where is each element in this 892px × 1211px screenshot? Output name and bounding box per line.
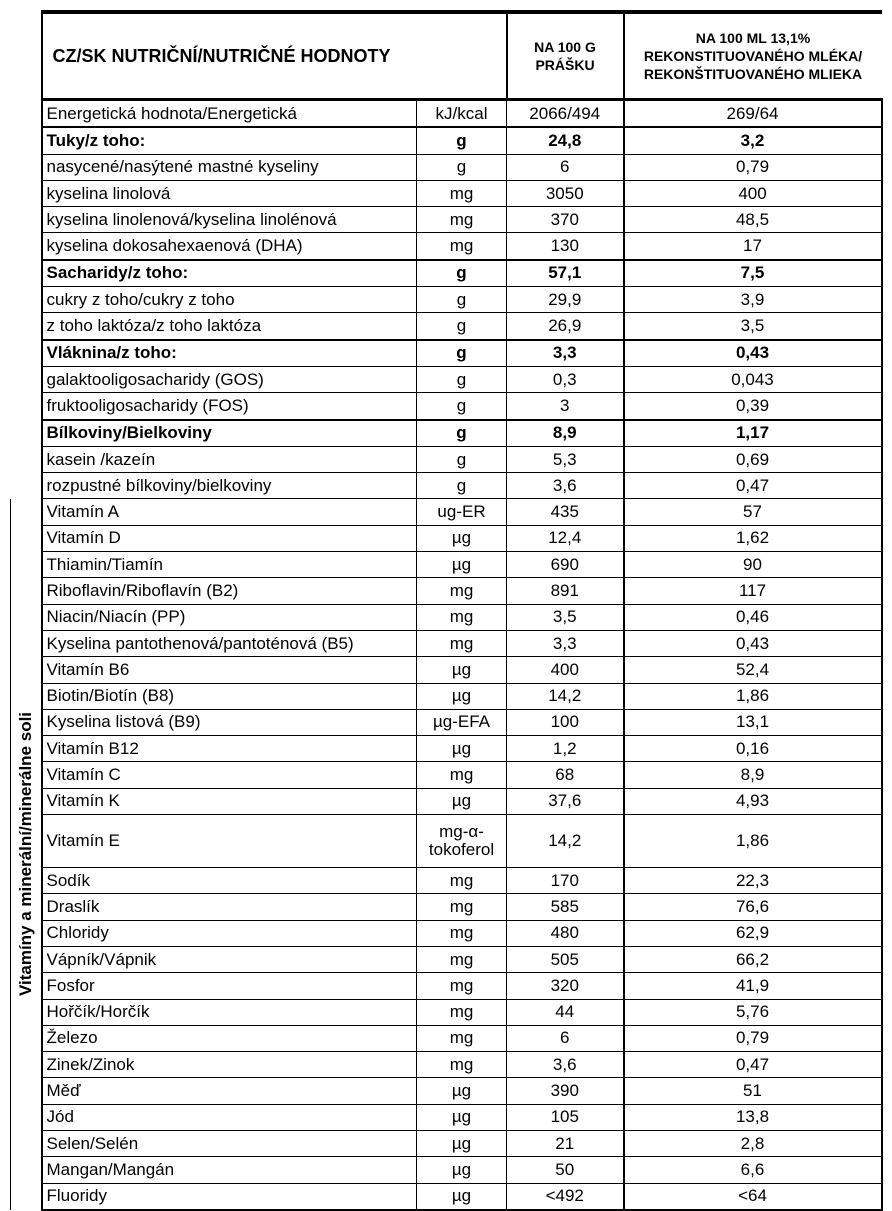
value-per-100ml: 1,86 xyxy=(624,683,882,709)
value-per-100ml: 269/64 xyxy=(624,100,882,128)
table-row xyxy=(11,1078,882,1104)
nutrient-unit: g xyxy=(417,260,507,287)
value-per-100ml: 1,86 xyxy=(624,815,882,868)
value-per-100g: 105 xyxy=(507,1104,624,1130)
value-per-100ml: 0,43 xyxy=(624,630,882,656)
nutrient-unit: g xyxy=(417,313,507,340)
value-per-100ml: 7,5 xyxy=(624,260,882,287)
table-header-row xyxy=(11,12,882,100)
value-per-100ml: 1,62 xyxy=(624,525,882,551)
value-per-100g: 14,2 xyxy=(507,815,624,868)
value-per-100g: 0,3 xyxy=(507,366,624,392)
table-row xyxy=(11,1052,882,1078)
value-per-100ml: 76,6 xyxy=(624,894,882,920)
value-per-100ml: 0,39 xyxy=(624,393,882,420)
nutrition-table-wrapper xyxy=(10,10,881,1211)
value-per-100ml: 6,6 xyxy=(624,1157,882,1183)
value-per-100g: 370 xyxy=(507,207,624,233)
nutrient-name: Draslík xyxy=(42,894,417,920)
nutrient-unit: mg xyxy=(417,233,507,260)
column-header-milk-line: REKONŠTITUOVANÉHO MLIEKA xyxy=(643,66,863,82)
value-per-100g: 130 xyxy=(507,233,624,260)
value-per-100g: 170 xyxy=(507,868,624,894)
table-row xyxy=(11,683,882,709)
table-row xyxy=(11,1104,882,1130)
value-per-100ml: 0,47 xyxy=(624,1052,882,1078)
table-row xyxy=(11,552,882,578)
value-per-100ml: 41,9 xyxy=(624,973,882,999)
value-per-100g: 505 xyxy=(507,946,624,972)
nutrition-table-body xyxy=(11,12,882,1210)
nutrient-unit: µg xyxy=(417,1130,507,1156)
nutrient-name: Fosfor xyxy=(42,973,417,999)
row-spacer xyxy=(11,313,42,340)
nutrient-name: Biotin/Biotín (B8) xyxy=(42,683,417,709)
header-spacer xyxy=(11,12,42,100)
value-per-100ml: 13,1 xyxy=(624,709,882,735)
nutrient-name: galaktooligosacharidy (GOS) xyxy=(42,366,417,392)
nutrient-unit: g xyxy=(417,393,507,420)
table-row xyxy=(11,657,882,683)
value-per-100g: 8,9 xyxy=(507,420,624,447)
table-row xyxy=(11,287,882,313)
table-row xyxy=(11,709,882,735)
nutrient-unit: µg xyxy=(417,736,507,762)
table-row xyxy=(11,946,882,972)
value-per-100g: 50 xyxy=(507,1157,624,1183)
value-per-100g: 400 xyxy=(507,657,624,683)
nutrient-name: cukry z toho/cukry z toho xyxy=(42,287,417,313)
nutrient-unit: µg xyxy=(417,525,507,551)
nutrient-unit: µg xyxy=(417,657,507,683)
value-per-100ml: 117 xyxy=(624,578,882,604)
value-per-100g: 57,1 xyxy=(507,260,624,287)
value-per-100ml: 2,8 xyxy=(624,1130,882,1156)
nutrient-unit: mg xyxy=(417,207,507,233)
value-per-100g: 68 xyxy=(507,762,624,788)
value-per-100g: 3,5 xyxy=(507,604,624,630)
value-per-100ml: 90 xyxy=(624,552,882,578)
nutrient-unit-line: mg-α- xyxy=(439,822,484,842)
nutrient-unit: g xyxy=(417,446,507,472)
table-title: CZ/SK NUTRIČNÍ/NUTRIČNÉ HODNOTY xyxy=(42,12,507,100)
value-per-100ml: 0,043 xyxy=(624,366,882,392)
column-header-milk xyxy=(624,12,882,100)
nutrient-name: Sodík xyxy=(42,868,417,894)
nutrient-name: Zinek/Zinok xyxy=(42,1052,417,1078)
value-per-100g: 480 xyxy=(507,920,624,946)
value-per-100g: 3050 xyxy=(507,180,624,206)
column-header-powder xyxy=(507,12,624,100)
value-per-100g: <492 xyxy=(507,1183,624,1210)
nutrient-unit: g xyxy=(417,154,507,180)
vitamins-minerals-group xyxy=(11,499,41,1210)
column-header-powder-line: NA 100 G xyxy=(534,39,596,55)
table-row xyxy=(11,868,882,894)
nutrient-name: Kyselina listová (B9) xyxy=(42,709,417,735)
nutrient-unit: kJ/kcal xyxy=(417,100,507,128)
table-row xyxy=(11,1183,882,1210)
value-per-100ml: 51 xyxy=(624,1078,882,1104)
nutrient-unit: g xyxy=(417,420,507,447)
value-per-100ml: 0,46 xyxy=(624,604,882,630)
nutrient-name: rozpustné bílkoviny/bielkoviny xyxy=(42,473,417,499)
row-spacer xyxy=(11,154,42,180)
value-per-100g: 585 xyxy=(507,894,624,920)
table-row xyxy=(11,525,882,551)
value-per-100ml: 0,16 xyxy=(624,736,882,762)
value-per-100g: 24,8 xyxy=(507,127,624,154)
value-per-100g: 435 xyxy=(507,499,624,525)
nutrient-unit: µg xyxy=(417,1183,507,1210)
nutrient-name: Železo xyxy=(42,1025,417,1051)
value-per-100ml: 0,69 xyxy=(624,446,882,472)
value-per-100g: 14,2 xyxy=(507,683,624,709)
value-per-100ml: 57 xyxy=(624,499,882,525)
value-per-100g: 320 xyxy=(507,973,624,999)
value-per-100ml: 4,93 xyxy=(624,788,882,814)
nutrient-unit-line: tokoferol xyxy=(428,840,495,860)
nutrient-name: Niacin/Niacín (PP) xyxy=(42,604,417,630)
nutrient-unit: g xyxy=(417,473,507,499)
value-per-100ml: 48,5 xyxy=(624,207,882,233)
value-per-100g: 100 xyxy=(507,709,624,735)
nutrition-table xyxy=(10,10,883,1211)
nutrient-name: Thiamin/Tiamín xyxy=(42,552,417,578)
value-per-100g: 5,3 xyxy=(507,446,624,472)
nutrient-unit: mg xyxy=(417,762,507,788)
table-row xyxy=(11,393,882,420)
value-per-100ml: 66,2 xyxy=(624,946,882,972)
row-spacer xyxy=(11,260,42,287)
table-row xyxy=(11,762,882,788)
value-per-100ml: 0,47 xyxy=(624,473,882,499)
row-spacer xyxy=(11,287,42,313)
value-per-100ml: 8,9 xyxy=(624,762,882,788)
nutrient-unit: mg xyxy=(417,973,507,999)
nutrient-name: Kyselina pantothenová/pantoténová (B5) xyxy=(42,630,417,656)
nutrient-name: Bílkoviny/Bielkoviny xyxy=(42,420,417,447)
value-per-100g: 29,9 xyxy=(507,287,624,313)
value-per-100g: 3,3 xyxy=(507,340,624,367)
nutrient-name: Vitamín C xyxy=(42,762,417,788)
table-row xyxy=(11,207,882,233)
value-per-100ml: 52,4 xyxy=(624,657,882,683)
table-row xyxy=(11,233,882,260)
nutrient-name: fruktooligosacharidy (FOS) xyxy=(42,393,417,420)
nutrient-name: kyselina linolenová/kyselina linolénová xyxy=(42,207,417,233)
nutrient-name: nasycené/nasýtené mastné kyseliny xyxy=(42,154,417,180)
table-row xyxy=(11,313,882,340)
value-per-100ml: 3,5 xyxy=(624,313,882,340)
nutrient-name: z toho laktóza/z toho laktóza xyxy=(42,313,417,340)
value-per-100g: 21 xyxy=(507,1130,624,1156)
nutrient-name: Vitamín A xyxy=(42,499,417,525)
value-per-100ml: 3,2 xyxy=(624,127,882,154)
nutrient-unit: mg xyxy=(417,946,507,972)
nutrient-unit: mg xyxy=(417,894,507,920)
value-per-100g: 3,6 xyxy=(507,473,624,499)
table-row xyxy=(11,788,882,814)
column-header-milk-line: NA 100 ML 13,1% xyxy=(695,30,811,46)
value-per-100ml: 0,79 xyxy=(624,1025,882,1051)
table-row xyxy=(11,973,882,999)
nutrient-unit: g xyxy=(417,127,507,154)
row-spacer xyxy=(11,473,42,499)
value-per-100ml: 13,8 xyxy=(624,1104,882,1130)
value-per-100ml: 17 xyxy=(624,233,882,260)
table-row xyxy=(11,999,882,1025)
table-row xyxy=(11,1157,882,1183)
nutrient-unit: mg xyxy=(417,999,507,1025)
value-per-100ml: 22,3 xyxy=(624,868,882,894)
nutrient-name: kyselina linolová xyxy=(42,180,417,206)
value-per-100ml: 0,43 xyxy=(624,340,882,367)
row-spacer xyxy=(11,393,42,420)
nutrient-unit: g xyxy=(417,340,507,367)
nutrient-name: Sacharidy/z toho: xyxy=(42,260,417,287)
nutrient-name: kasein /kazeín xyxy=(42,446,417,472)
value-per-100g: 1,2 xyxy=(507,736,624,762)
table-row xyxy=(11,604,882,630)
nutrient-unit: mg xyxy=(417,578,507,604)
table-row xyxy=(11,920,882,946)
nutrient-unit: µg xyxy=(417,683,507,709)
nutrient-name: Měď xyxy=(42,1078,417,1104)
vitamins-minerals-label: Vitamíny a minerální/minerálne soli xyxy=(16,712,35,997)
row-spacer xyxy=(11,207,42,233)
value-per-100g: 37,6 xyxy=(507,788,624,814)
table-row xyxy=(11,446,882,472)
nutrient-name: Riboflavin/Riboflavín (B2) xyxy=(42,578,417,604)
row-spacer xyxy=(11,420,42,447)
value-per-100g: 12,4 xyxy=(507,525,624,551)
nutrient-name: Vitamín E xyxy=(42,815,417,868)
table-row xyxy=(11,340,882,367)
table-row xyxy=(11,366,882,392)
vitamins-minerals-group-cell xyxy=(11,499,42,1210)
table-row xyxy=(11,1130,882,1156)
value-per-100g: 2066/494 xyxy=(507,100,624,128)
table-row xyxy=(11,1025,882,1051)
nutrient-unit: mg xyxy=(417,180,507,206)
value-per-100ml: 1,17 xyxy=(624,420,882,447)
nutrient-name: Vitamín D xyxy=(42,525,417,551)
value-per-100g: 3,3 xyxy=(507,630,624,656)
nutrient-name: kyselina dokosahexaenová (DHA) xyxy=(42,233,417,260)
value-per-100g: 3,6 xyxy=(507,1052,624,1078)
value-per-100ml: <64 xyxy=(624,1183,882,1210)
nutrient-unit: µg xyxy=(417,1104,507,1130)
column-header-powder-line: PRÁŠKU xyxy=(535,57,595,73)
table-row xyxy=(11,630,882,656)
nutrient-name: Vitamín K xyxy=(42,788,417,814)
nutrient-name: Chloridy xyxy=(42,920,417,946)
nutrient-name: Energetická hodnota/Energetická xyxy=(42,100,417,128)
value-per-100g: 44 xyxy=(507,999,624,1025)
nutrient-unit: µg xyxy=(417,788,507,814)
nutrient-name: Mangan/Mangán xyxy=(42,1157,417,1183)
nutrient-unit: µg xyxy=(417,1078,507,1104)
value-per-100ml: 0,79 xyxy=(624,154,882,180)
nutrient-unit: g xyxy=(417,366,507,392)
nutrient-unit: µg-EFA xyxy=(417,709,507,735)
table-row xyxy=(11,473,882,499)
value-per-100g: 690 xyxy=(507,552,624,578)
table-row xyxy=(11,578,882,604)
row-spacer xyxy=(11,127,42,154)
value-per-100g: 6 xyxy=(507,154,624,180)
table-row xyxy=(11,260,882,287)
nutrient-unit: ug-ER xyxy=(417,499,507,525)
value-per-100ml: 400 xyxy=(624,180,882,206)
row-spacer xyxy=(11,100,42,128)
nutrient-unit: mg xyxy=(417,1052,507,1078)
value-per-100ml: 5,76 xyxy=(624,999,882,1025)
value-per-100g: 390 xyxy=(507,1078,624,1104)
nutrient-name: Selen/Selén xyxy=(42,1130,417,1156)
row-spacer xyxy=(11,180,42,206)
value-per-100ml: 62,9 xyxy=(624,920,882,946)
table-row xyxy=(11,894,882,920)
nutrient-unit: µg xyxy=(417,552,507,578)
nutrient-unit: mg xyxy=(417,1025,507,1051)
column-header-milk-line: REKONSTITUOVANÉHO MLÉKA/ xyxy=(643,48,863,64)
nutrient-name: Jód xyxy=(42,1104,417,1130)
nutrient-name: Vláknina/z toho: xyxy=(42,340,417,367)
row-spacer xyxy=(11,340,42,367)
nutrient-unit: mg xyxy=(417,604,507,630)
nutrient-unit: mg xyxy=(417,630,507,656)
value-per-100g: 3 xyxy=(507,393,624,420)
nutrient-name: Vitamín B12 xyxy=(42,736,417,762)
nutrient-name: Vitamín B6 xyxy=(42,657,417,683)
nutrient-unit: g xyxy=(417,287,507,313)
nutrient-name: Vápník/Vápnik xyxy=(42,946,417,972)
nutrient-unit: µg xyxy=(417,1157,507,1183)
table-row xyxy=(11,815,882,868)
table-row xyxy=(11,127,882,154)
row-spacer xyxy=(11,233,42,260)
nutrient-name: Tuky/z toho: xyxy=(42,127,417,154)
nutrient-name: Fluoridy xyxy=(42,1183,417,1210)
table-row xyxy=(11,420,882,447)
nutrient-name: Hořčík/Horčík xyxy=(42,999,417,1025)
nutrient-unit xyxy=(417,815,507,868)
table-row xyxy=(11,154,882,180)
value-per-100g: 891 xyxy=(507,578,624,604)
table-row xyxy=(11,499,882,525)
table-row xyxy=(11,180,882,206)
row-spacer xyxy=(11,366,42,392)
nutrient-unit: mg xyxy=(417,868,507,894)
value-per-100ml: 3,9 xyxy=(624,287,882,313)
table-row xyxy=(11,736,882,762)
value-per-100g: 6 xyxy=(507,1025,624,1051)
row-spacer xyxy=(11,446,42,472)
nutrient-unit: mg xyxy=(417,920,507,946)
table-row xyxy=(11,100,882,128)
value-per-100g: 26,9 xyxy=(507,313,624,340)
